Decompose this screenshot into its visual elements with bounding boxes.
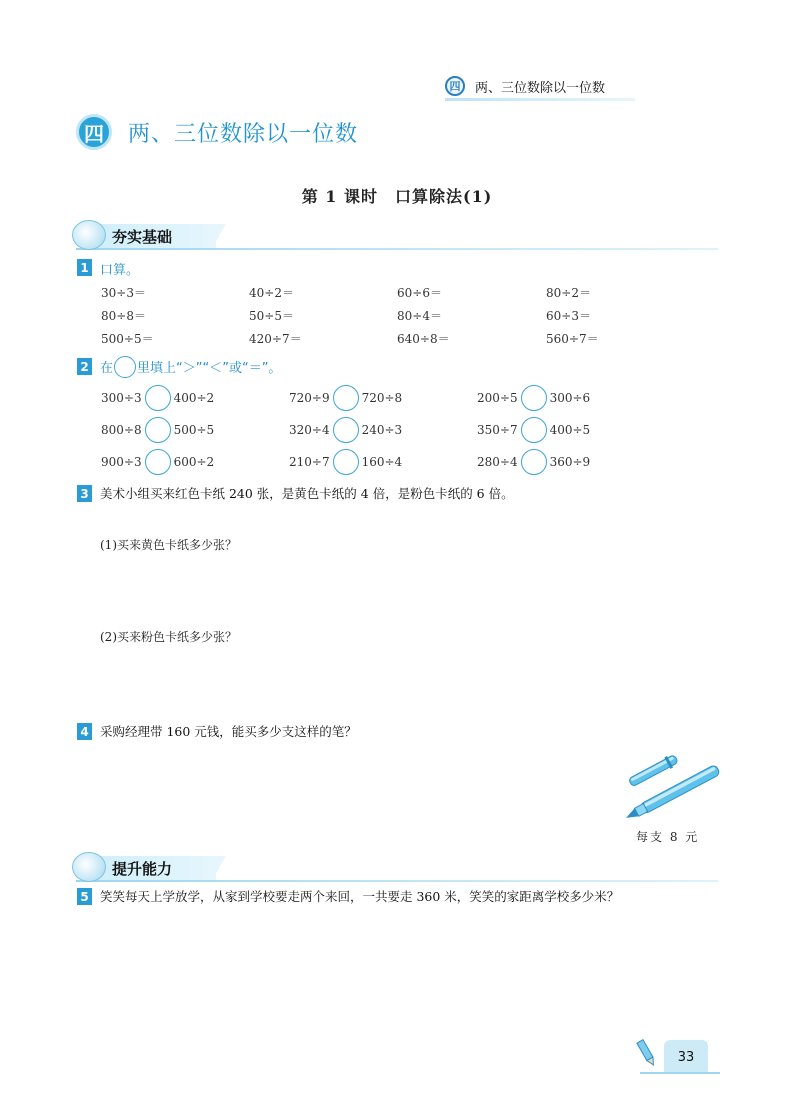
question-text: 在 里填上“＞”“＜”或“＝”。	[100, 357, 281, 378]
header-title: 两、三位数除以一位数	[475, 80, 606, 96]
section-label: 夯实基础	[112, 228, 173, 246]
answer-circle[interactable]	[521, 385, 547, 411]
answer-circle[interactable]	[521, 449, 547, 475]
section-label: 提升能力	[112, 860, 173, 878]
question-text: 美术小组买来红色卡纸 240 张，是黄色卡纸的 4 倍，是粉色卡纸的 6 倍。	[100, 486, 514, 501]
answer-circle-sample	[114, 356, 136, 378]
question-number: 5	[77, 888, 92, 905]
chapter-title: 两、三位数除以一位数	[128, 121, 359, 147]
pen-icon	[614, 752, 722, 822]
oral-problem: 80÷4＝	[397, 309, 442, 323]
answer-circle[interactable]	[145, 417, 171, 443]
question-number: 2	[77, 358, 92, 375]
compare-item: 350÷7 400÷5	[477, 417, 590, 443]
compare-item: 900÷3 600÷2	[101, 449, 214, 475]
lesson-title: 第 1 课时 口算除法(1)	[301, 187, 493, 206]
header-chapter-badge: 四	[445, 76, 465, 96]
oral-problem: 80÷2＝	[546, 286, 591, 300]
compare-item: 280÷4 360÷9	[477, 449, 590, 475]
answer-circle[interactable]	[145, 385, 171, 411]
pen-price-caption: 每支 8 元	[636, 830, 700, 844]
sub-question: (1)买来黄色卡纸多少张？	[100, 538, 237, 552]
sub-question: (2)买来粉色卡纸多少张？	[100, 630, 237, 644]
chapter-badge: 四	[76, 114, 112, 150]
compare-item: 300÷3 400÷2	[101, 385, 214, 411]
oral-problem: 60÷6＝	[397, 286, 442, 300]
oral-problem: 60÷3＝	[546, 309, 591, 323]
question-number: 4	[77, 723, 92, 740]
compare-item: 320÷4 240÷3	[289, 417, 402, 443]
running-header	[445, 76, 605, 96]
compare-item: 210÷7 160÷4	[289, 449, 402, 475]
oral-problem: 500÷5＝	[101, 332, 154, 346]
globe-icon	[72, 220, 106, 250]
section-banner-improve	[76, 856, 718, 882]
question-text: 采购经理带 160 元钱，能买多少支这样的笔？	[100, 724, 357, 739]
oral-problem: 40÷2＝	[249, 286, 294, 300]
section-banner-basics	[76, 224, 718, 250]
oral-problem: 420÷7＝	[249, 332, 302, 346]
page-number-underline	[640, 1072, 720, 1074]
oral-problem: 80÷8＝	[101, 309, 146, 323]
page-number: 33	[664, 1040, 708, 1074]
globe-icon	[72, 852, 106, 882]
oral-problem: 640÷8＝	[397, 332, 450, 346]
question-number: 3	[77, 485, 92, 502]
oral-problem: 30÷3＝	[101, 286, 146, 300]
answer-circle[interactable]	[333, 449, 359, 475]
question-text: 笑笑每天上学放学，从家到学校要走两个来回，一共要走 360 米，笑笑的家距离学校多少米？	[100, 889, 620, 904]
compare-item: 720÷9 720÷8	[289, 385, 402, 411]
answer-circle[interactable]	[333, 417, 359, 443]
answer-circle[interactable]	[145, 449, 171, 475]
compare-item: 200÷5 300÷6	[477, 385, 590, 411]
header-underline	[445, 98, 635, 101]
chapter-heading	[76, 114, 358, 150]
question-text: 口算。	[100, 263, 140, 278]
pencil-icon	[634, 1038, 658, 1068]
oral-problem: 560÷7＝	[546, 332, 599, 346]
oral-problem: 50÷5＝	[249, 309, 294, 323]
answer-circle[interactable]	[333, 385, 359, 411]
question-number: 1	[77, 259, 92, 276]
compare-item: 800÷8 500÷5	[101, 417, 214, 443]
answer-circle[interactable]	[521, 417, 547, 443]
